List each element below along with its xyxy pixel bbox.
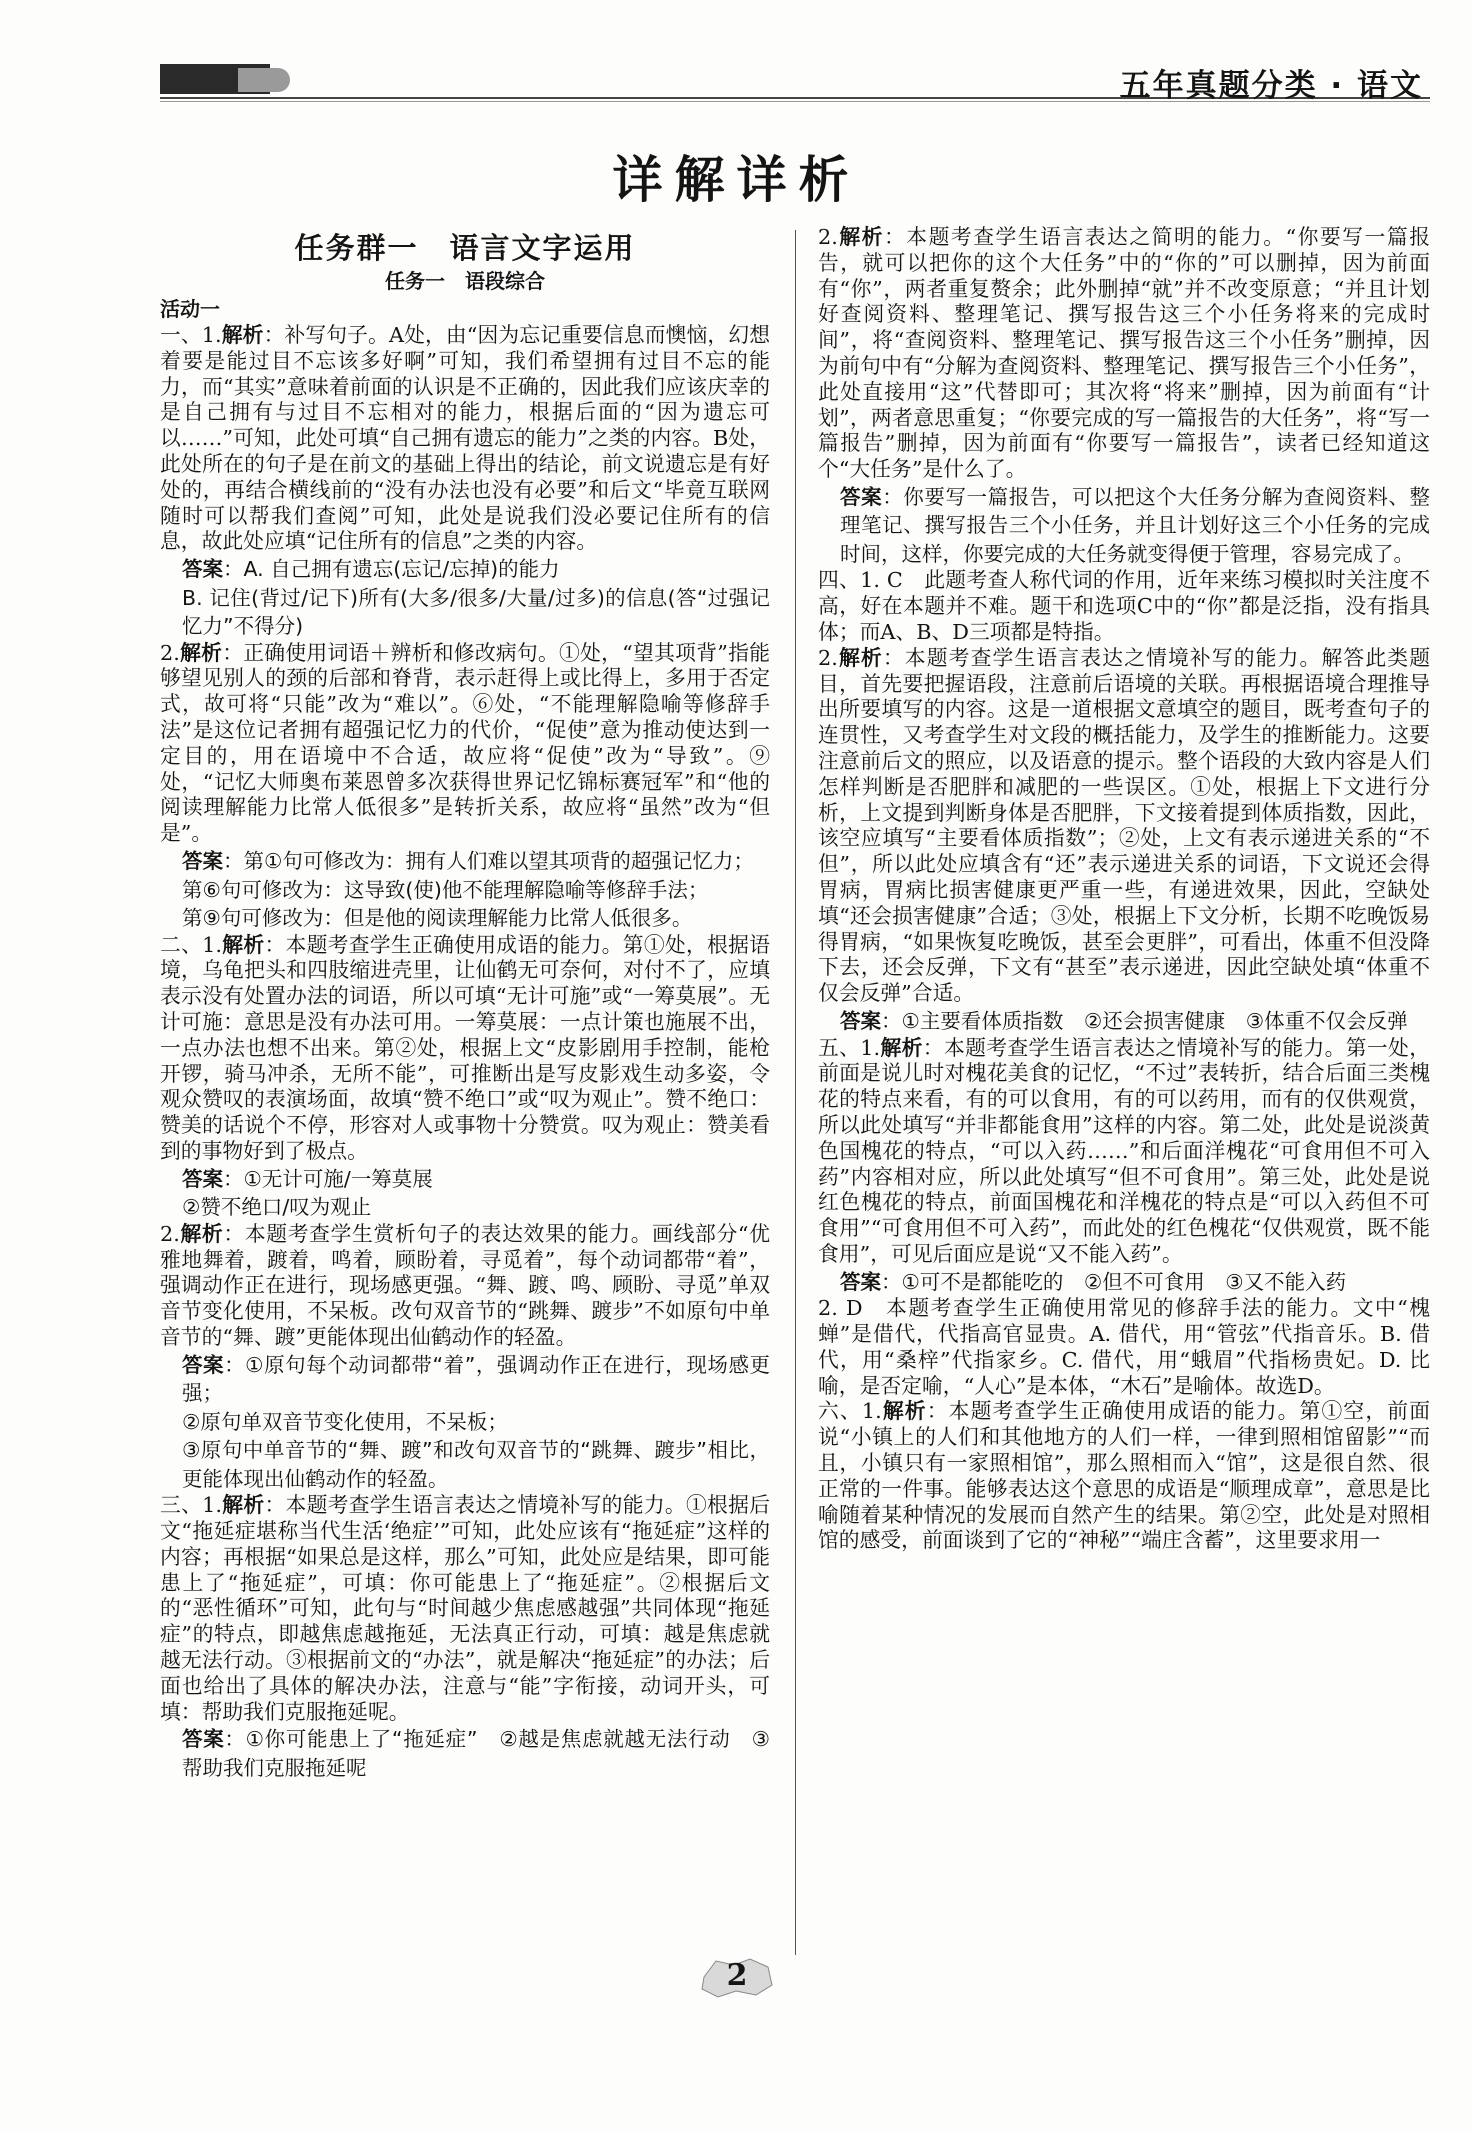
q1-answer: 答案：A. 自己拥有遗忘(忘记/忘掉)的能力 (182, 557, 560, 582)
q11-analysis: 六、1.解析：本题考查学生正确使用成语的能力。第①空，前面说“小镇上的人们和其他地方的人们一样，一律到照相馆留影”“而且，小镇只有一家照相馆”，那么照相而入“馆”，这是很自然、很正常的一件事。能够表达这个意思的成语是“顺理成章”，意思是比喻随着某种情况的发展而自然产生的结果。第②空，此处是对照相馆的感受，前面谈到了它的“神秘”“端庄含蓄”，这里要求用一 (818, 1399, 1431, 1553)
activity-title: 活动一 (160, 297, 220, 321)
group-title: 任务群一 语言文字运用 (294, 231, 636, 265)
q2-answer-3: 第⑨句可修改为：但是他的阅读理解能力比常人低很多。 (182, 906, 693, 931)
q2-analysis: 2.解析：正确使用词语＋辨析和修改病句。①处，“望其项背”指能够望见别人的颈的后部和脊背，表示赶得上或比得上，多用于否定式，故可将“只能”改为“难以”。⑥处，“不能理解隐喻等修辞手法”是这位记者拥有超强记忆力的代价，“促使”意为推动使达到一定目的，用在语境中不合适，故应将“促使”改为“导致”。⑨处，“记忆大师奥布莱恩曾多次获得世界记忆锦标赛冠军”和“他的阅读理解能力比常人低很多”是转折关系，故应将“虽然”改为“但是”。 (160, 640, 770, 846)
q8-answer: 答案：①主要看体质指数 ②还会损害健康 ③体重不仅会反弹 (840, 1009, 1408, 1034)
q4-answer-2: ②原句单双音节变化使用，不呆板； (182, 1409, 508, 1434)
q1-analysis: 一、1.解析：补写句子。A处，由“因为忘记重要信息而懊恼，幻想着要是能过目不忘该多好啊”可知，我们希望拥有过目不忘的能力，而“其实”意味着前面的认识是不正确的，因此我们应该庆幸的是自己拥有与过目不忘相对的能力，根据后面的“因为遗忘可以……”可知，此处可填“自己拥有遗忘的能力”之类的内容。B处，此处所在的句子是在前文的基础上得出的结论，前文说遗忘是有好处的，再结合横线前的“没有办法也没有必要”和后文“毕竟互联网随时可以帮我们查阅”可知，此处是说我们没必要记住所有的信息，故此处应填“记住所有的信息”之类的内容。 (160, 323, 771, 554)
q5-answer: 答案：①你可能患上了“拖延症” ②越是焦虑就越无法行动 ③帮助我们克服拖延呢 (182, 1727, 771, 1780)
q2-answer: 答案：第①句可修改为：拥有人们难以望其项背的超强记忆力； (182, 849, 754, 874)
left-column (160, 225, 770, 1782)
q3-answer: 答案：①无计可施/一筹莫展 (182, 1166, 433, 1191)
q2-answer-2: 第⑥句可修改为：这导致(使)他不能理解隐喻等修辞手法； (182, 877, 709, 902)
q4-answer-3: ③原句中单音节的“舞、踱”和改句双音节的“跳舞、踱步”相比，更能体现出仙鹤动作的轻盈。 (182, 1438, 770, 1491)
task-title: 任务一 语段综合 (385, 269, 545, 293)
q7-analysis: 四、1. C 此题考查人称代词的作用，近年来练习模拟时关注度不高，好在本题并不难。题干和选项C中的“你”都是泛指，没有指具体；而A、B、D三项都是特指。 (818, 568, 1430, 645)
q10-analysis: 2. D 本题考查学生正确使用常见的修辞手法的能力。文中“槐蝉”是借代，代指高官显贵。A. 借代，用“管弦”代指音乐。B. 借代，用“桑梓”代指家乡。C. 借代，用“蛾眉”代指杨贵妃。D. 比喻，是否定喻，“人心”是本体，“木石”是喻体。故选D。 (818, 1296, 1430, 1398)
q4-answer: 答案：①原句每个动词都带“着”，强调动作正在进行，现场感更强； (182, 1352, 771, 1406)
q8-analysis: 2.解析：本题考查学生语言表达之情境补写的能力。解答此类题目，首先要把握语段，注意前后语境的关联。再根据语境合理推导出所要填写的内容。这是一道根据文意填空的题目，既考查句子的连贯性，又考查学生对文段的概括能力，及学生的推断能力。这要注意前后文的照应，以及语意的提示。整个语段的大致内容是人们怎样判断是否肥胖和减肥的一些误区。①处，根据上下文进行分析，上文提到判断身体是否肥胖，下文接着提到体质指数，因此，该空应填写“主要看体质指数”；②处，上文有表示递进关系的“不但”，所以此处应填含有“还”表示递进关系的词语，下文说还会得胃病，胃病比损害健康更严重一些，有递进效果，因此，空缺处填“还会损害健康”合适；③处，根据上下文分析，长期不吃晚饭易得胃病，“如果恢复吃晚饭，甚至会更胖”，可看出，体重不但没降下去，还会反弹，下文有“甚至”表示递进，因此空缺处填“体重不仅会反弹”合适。 (818, 645, 1430, 1006)
q6-answer: 答案：你要写一篇报告，可以把这个大任务分解为查阅资料、整理笔记、撰写报告三个小任务，并且计划好这三个小任务的完成时间，这样，你要完成的大任务就变得便于管理，容易完成了。 (840, 484, 1431, 566)
q6-analysis: 2.解析：本题考查学生语言表达之简明的能力。“你要写一篇报告，就可以把你的这个大任务”中的“你的”可以删掉，因为前面有“你”，两者重复赘余；此外删掉“就”并不改变原意；“并且计划好查阅资料、整理笔记、撰写报告这三个小任务将来的完成时间”，将“查阅资料、整理笔记、撰写报告这三个小任务”删掉，因为前句中有“分解为查阅资料、整理笔记、撰写报告三个小任务”，此处直接用“这”代替即可；其次将“将来”删掉，因为前面有“计划”，两者意思重复；“你要完成的写一篇报告的大任务”，将“写一篇报告”删掉，因为前面有“你要写一篇报告”，读者已经知道这个“大任务”是什么了。 (818, 225, 1431, 482)
column-divider (795, 230, 796, 1955)
q3-answer-2: ②赞不绝口/叹为观止 (182, 1195, 372, 1220)
q1-answer-b: B. 记住(背过/记下)所有(大多/很多/大量/过多)的信息(答“过强记忆力”不得分) (182, 585, 770, 639)
q9-analysis: 五、1.解析：本题考查学生语言表达之情境补写的能力。第一处，前面是说儿时对槐花美食的记忆，“不过”表转折，结合后面三类槐花的特点来看，有的可以食用，有的可以药用，而有的仅供观赏，所以此处填写“并非都能食用”这样的内容。第二处，此处是说淡黄色国槐花的特点，“可以入药……”和后面洋槐花“可食用但不可入药”内容相对应，所以此处填写“但不可食用”。第三处，此处是说红色槐花的特点，前面国槐花和洋槐花的特点是“可以入药但不可食用”“可食用但不可入药”，而此处的红色槐花“仅供观赏，既不能食用”，可见后面应是说“又不能入药”。 (818, 1035, 1431, 1266)
q3-analysis: 二、1.解析：本题考查学生正确使用成语的能力。第①处，根据语境，乌龟把头和四肢缩进壳里，让仙鹤无可奈何，对付不了，应填表示没有处置办法的词语，所以可填“无计可施”或“一筹莫展”。无计可施：意思是没有办法可用。一筹莫展：一点计策也施展不出，一点办法也想不出来。第②处，根据上文“皮影剧用手控制，能枪开锣，骑马冲杀，无所不能”，可推断出是写皮影戏生动多姿，令观众赞叹的表演场面，故填“赞不绝口”或“叹为观止”。赞不绝口：赞美的话说个不停，形容对人或事物十分赞赏。叹为观止：赞美看到的事物好到了极点。 (160, 932, 771, 1163)
page-number: 2 (726, 1958, 748, 1993)
right-column (818, 225, 1430, 1554)
page-title: 详解详析 (612, 150, 861, 209)
q5-analysis: 三、1.解析：本题考查学生语言表达之情境补写的能力。①根据后文“拖延症堪称当代生活‘绝症’”可知，此处应该有“拖延症”这样的内容；再根据“如果总是这样，那么”可知，此处应是结果，即可能患上了“拖延症”，可填：你可能患上了“拖延症”。②根据后文的“恶性循环”可知，此句与“时间越少焦虑感越强”共同体现“拖延症”的特点，即越焦虑越拖延，无法真正行动，可填：越是焦虑就越无法行动。③根据前文的“办法”，就是解决“拖延症”的办法；后面也给出了具体的解决办法，注意与“能”字衔接，动词开头，可填：帮助我们克服拖延呢。 (160, 1493, 771, 1724)
q4-analysis: 2.解析：本题考查学生赏析句子的表达效果的能力。画线部分“优雅地舞着，踱着，鸣着，顾盼着，寻觅着”，每个动词都带“着”，强调动作正在进行，现场感更强。“舞、踱、鸣、顾盼、寻觅”单双音节变化使用，不呆板。改句双音节的“跳舞、踱步”不如原句中单音节的“舞、踱”更能体现出仙鹤动作的轻盈。 (160, 1221, 770, 1349)
header-title: 五年真题分类 · 语文 (1119, 68, 1423, 104)
q9-answer: 答案：①可不是都能吃的 ②但不可食用 ③又不能入药 (840, 1269, 1347, 1294)
header-decor-tab (238, 68, 290, 92)
